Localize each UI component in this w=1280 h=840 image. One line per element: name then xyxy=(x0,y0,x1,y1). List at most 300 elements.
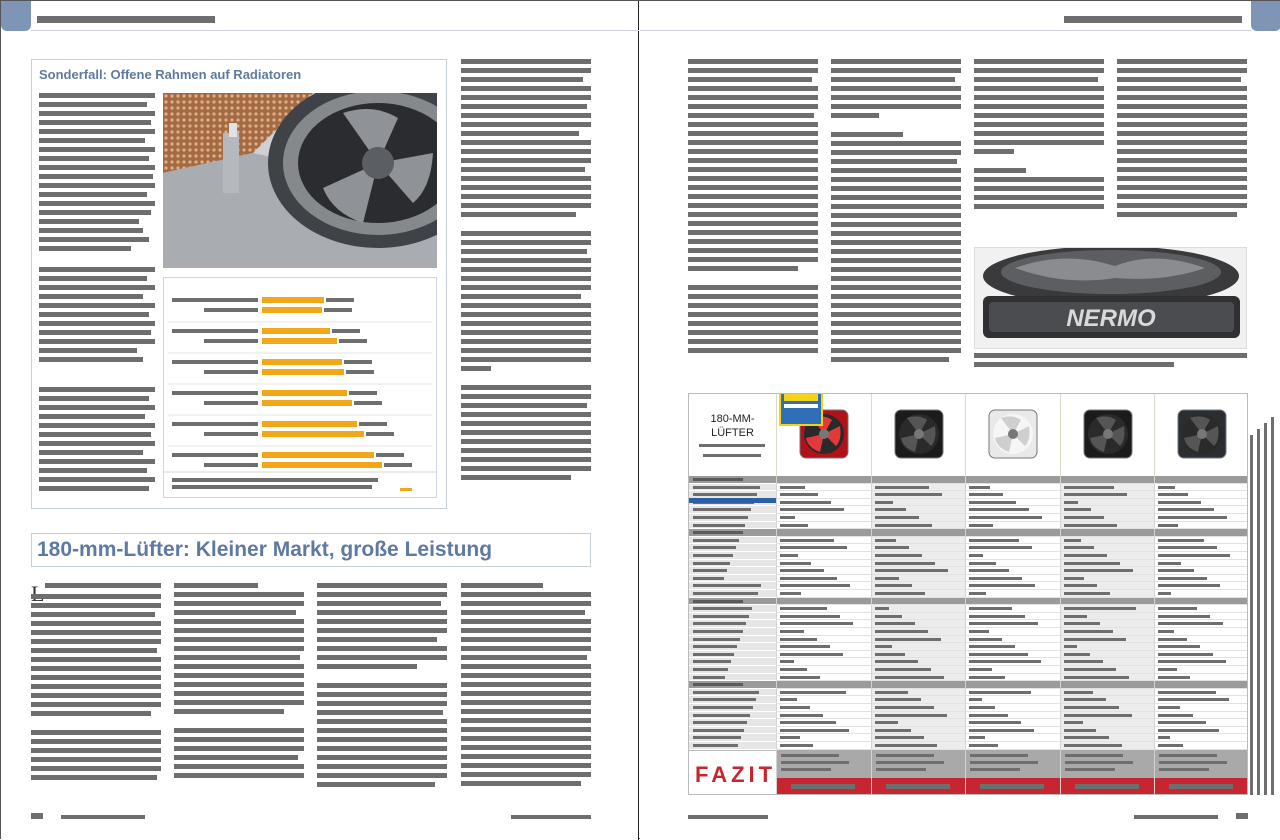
table-cell xyxy=(871,613,966,621)
table-cell xyxy=(1154,628,1248,636)
table-cell xyxy=(965,658,1060,666)
sidebar-text-3 xyxy=(39,387,155,495)
table-cell xyxy=(776,484,871,492)
table-cell xyxy=(776,620,871,628)
table-row-label xyxy=(689,727,776,735)
photo-caption xyxy=(974,353,1247,371)
table-cell xyxy=(1060,696,1155,704)
table-cell xyxy=(965,674,1060,682)
table-row-label xyxy=(689,719,776,727)
chart-bar xyxy=(262,400,352,406)
footer-page-number-left xyxy=(31,813,43,823)
table-cell xyxy=(776,506,871,514)
table-cell xyxy=(1060,651,1155,659)
table-cell xyxy=(965,613,1060,621)
table-section-cell xyxy=(1154,681,1248,689)
table-cell xyxy=(871,651,966,659)
table-cell xyxy=(965,628,1060,636)
table-cell xyxy=(776,537,871,545)
table-cell xyxy=(776,582,871,590)
table-cell xyxy=(776,696,871,704)
chart-value-label xyxy=(332,329,360,333)
table-cell xyxy=(1154,651,1248,659)
table-row-label xyxy=(689,613,776,621)
sidebar-text-2 xyxy=(39,267,155,366)
fazit-cell-product xyxy=(1154,750,1248,795)
chart-bar xyxy=(262,297,324,303)
table-cell xyxy=(871,590,966,598)
table-cell xyxy=(965,491,1060,499)
product-header-cell xyxy=(871,394,966,476)
table-cell xyxy=(965,506,1060,514)
table-cell xyxy=(1154,704,1248,712)
table-cell xyxy=(965,719,1060,727)
chart-category-label xyxy=(172,298,258,302)
fan-brand-text: NERMO xyxy=(1066,305,1156,332)
chart-caption xyxy=(172,485,372,489)
table-cell xyxy=(776,674,871,682)
comparison-table xyxy=(688,393,1248,795)
chart-bar xyxy=(262,431,364,437)
chart-category-label xyxy=(204,308,258,312)
table-cell xyxy=(1154,689,1248,697)
table-cell xyxy=(871,552,966,560)
right-col-1-text xyxy=(688,59,818,357)
table-cell xyxy=(871,628,966,636)
table-cell xyxy=(1154,484,1248,492)
decor-line-4 xyxy=(1271,417,1274,795)
table-section-cell xyxy=(871,681,966,689)
chart-value-label xyxy=(344,360,372,364)
table-cell xyxy=(1060,666,1155,674)
table-cell xyxy=(776,514,871,522)
table-row-label xyxy=(689,522,776,530)
fan-product-icon xyxy=(1078,404,1138,464)
table-cell xyxy=(871,636,966,644)
right-page xyxy=(640,1,1280,840)
table-cell xyxy=(1154,560,1248,568)
article-col-2-text xyxy=(174,583,304,782)
table-cell xyxy=(965,712,1060,720)
table-section-header xyxy=(689,476,776,484)
table-row-label xyxy=(689,514,776,522)
header-running-title xyxy=(37,16,215,27)
chart-value-label xyxy=(326,298,354,302)
table-cell xyxy=(965,643,1060,651)
table-cell xyxy=(1154,575,1248,583)
page-tab-right xyxy=(1251,1,1280,31)
table-row-label xyxy=(689,674,776,682)
table-section-cell xyxy=(1154,476,1248,484)
chart-category-label xyxy=(172,391,258,395)
table-cell xyxy=(871,666,966,674)
table-cell xyxy=(776,666,871,674)
product-header-cell xyxy=(1060,394,1155,476)
table-row-label xyxy=(689,567,776,575)
table-section-cell xyxy=(1060,476,1155,484)
table-row-label xyxy=(689,704,776,712)
table-cell xyxy=(776,560,871,568)
table-section-cell xyxy=(1060,598,1155,606)
table-cell xyxy=(871,499,966,507)
table-cell xyxy=(776,522,871,530)
table-cell xyxy=(871,643,966,651)
table-section-cell xyxy=(871,476,966,484)
table-cell xyxy=(1060,620,1155,628)
table-cell xyxy=(1154,582,1248,590)
table-cell xyxy=(1060,636,1155,644)
table-cell xyxy=(1154,514,1248,522)
table-cell xyxy=(1154,674,1248,682)
chart-value-label xyxy=(346,370,374,374)
table-cell xyxy=(776,742,871,750)
table-cell xyxy=(965,522,1060,530)
table-section-cell xyxy=(871,598,966,606)
table-cell xyxy=(1154,522,1248,530)
bar-chart-svg xyxy=(164,278,436,497)
table-row-label xyxy=(689,742,776,750)
table-row-label xyxy=(689,658,776,666)
chart-value-label xyxy=(354,401,382,405)
table-section-cell xyxy=(871,529,966,537)
sidebar-text-1 xyxy=(39,93,155,255)
table-section-header xyxy=(689,598,776,606)
chart-bar xyxy=(262,421,357,427)
table-cell xyxy=(1060,582,1155,590)
table-cell xyxy=(965,514,1060,522)
chart-bar xyxy=(262,390,347,396)
chart-value-label xyxy=(384,463,412,467)
article-col-1-text xyxy=(31,594,161,784)
table-cell xyxy=(1154,666,1248,674)
chart-bar xyxy=(262,359,342,365)
table-cell xyxy=(776,491,871,499)
table-row-label xyxy=(689,552,776,560)
table-section-cell xyxy=(965,476,1060,484)
chart-bar xyxy=(262,462,382,468)
table-cell xyxy=(776,590,871,598)
table-section-cell xyxy=(1154,598,1248,606)
table-cell xyxy=(871,704,966,712)
table-cell xyxy=(965,484,1060,492)
table-cell xyxy=(776,567,871,575)
table-cell xyxy=(1060,613,1155,621)
table-cell xyxy=(965,696,1060,704)
table-row-label xyxy=(689,636,776,644)
header-rule xyxy=(31,30,639,31)
table-cell xyxy=(1154,544,1248,552)
table-body xyxy=(689,476,1248,752)
table-cell xyxy=(871,567,966,575)
table-row-label xyxy=(689,712,776,720)
fan-product-icon xyxy=(983,404,1043,464)
table-cell xyxy=(1154,491,1248,499)
award-badge xyxy=(779,393,823,426)
table-cell xyxy=(871,689,966,697)
table-cell xyxy=(1060,643,1155,651)
table-cell xyxy=(871,560,966,568)
chart-value-label xyxy=(359,422,387,426)
table-cell xyxy=(1154,658,1248,666)
table-cell xyxy=(965,666,1060,674)
fazit-cell-product xyxy=(871,750,966,795)
table-row-label xyxy=(689,506,776,514)
chart-bar xyxy=(262,307,322,313)
footer-section-left xyxy=(511,815,591,823)
table-section-cell xyxy=(965,529,1060,537)
table-cell xyxy=(965,636,1060,644)
table-cell xyxy=(776,544,871,552)
table-cell xyxy=(965,605,1060,613)
table-cell xyxy=(871,742,966,750)
chart-bar xyxy=(262,369,344,375)
product-header-cell xyxy=(776,394,871,476)
table-cell xyxy=(871,506,966,514)
table-cell xyxy=(1060,491,1155,499)
chart-category-label xyxy=(204,401,258,405)
table-row-label xyxy=(689,651,776,659)
table-row-label xyxy=(689,560,776,568)
table-row-label xyxy=(689,689,776,697)
table-row-label xyxy=(689,734,776,742)
table-cell xyxy=(776,613,871,621)
table-cell xyxy=(1060,719,1155,727)
table-cell xyxy=(776,712,871,720)
table-cell xyxy=(776,552,871,560)
table-cell xyxy=(776,734,871,742)
table-cell xyxy=(776,704,871,712)
chart-category-label xyxy=(172,422,258,426)
left-page xyxy=(1,1,639,840)
table-cell xyxy=(776,605,871,613)
table-cell xyxy=(965,575,1060,583)
footer-title-left xyxy=(61,815,145,823)
table-cell xyxy=(871,537,966,545)
chart-value-label xyxy=(339,339,367,343)
footer-page-number-right xyxy=(1236,813,1248,823)
table-cell xyxy=(776,575,871,583)
table-cell xyxy=(871,658,966,666)
chart-value-label xyxy=(376,453,404,457)
table-row-label xyxy=(689,544,776,552)
table-cell xyxy=(871,712,966,720)
chart-value-label xyxy=(366,432,394,436)
table-cell xyxy=(965,689,1060,697)
table-cell xyxy=(1060,658,1155,666)
table-cell xyxy=(776,499,871,507)
table-cell xyxy=(1060,590,1155,598)
table-cell xyxy=(871,727,966,735)
table-row-label xyxy=(689,590,776,598)
table-section-header xyxy=(689,529,776,537)
table-row-highlight xyxy=(689,498,776,503)
table-cell xyxy=(965,499,1060,507)
decor-line-1 xyxy=(1250,435,1253,795)
table-cell xyxy=(965,727,1060,735)
table-cell xyxy=(1154,499,1248,507)
table-cell xyxy=(776,628,871,636)
table-cell xyxy=(1154,537,1248,545)
table-cell xyxy=(1154,613,1248,621)
table-cell xyxy=(1060,484,1155,492)
table-row-label xyxy=(689,484,776,492)
table-cell xyxy=(1060,567,1155,575)
table-section-cell xyxy=(776,529,871,537)
table-cell xyxy=(871,522,966,530)
table-cell xyxy=(871,734,966,742)
right-col-3-text xyxy=(974,59,1104,213)
table-cell xyxy=(1154,696,1248,704)
table-row-label xyxy=(689,620,776,628)
table-cell xyxy=(871,719,966,727)
table-section-cell xyxy=(1060,681,1155,689)
table-cell xyxy=(871,582,966,590)
table-row-label xyxy=(689,575,776,583)
product-header-cell xyxy=(965,394,1060,476)
table-row-label xyxy=(689,666,776,674)
table-section-cell xyxy=(965,598,1060,606)
fazit-cell-product xyxy=(776,750,871,795)
table-cell xyxy=(1060,704,1155,712)
table-cell xyxy=(1060,727,1155,735)
article-headline: 180-mm-Lüfter: Kleiner Markt, große Leistung xyxy=(37,538,493,561)
chart-category-label xyxy=(204,463,258,467)
table-cell xyxy=(1060,712,1155,720)
chart-caption xyxy=(172,478,378,482)
decor-line-3 xyxy=(1264,423,1267,795)
table-cell xyxy=(1060,514,1155,522)
table-cell xyxy=(871,514,966,522)
table-cell xyxy=(1154,643,1248,651)
table-cell xyxy=(871,544,966,552)
table-cell xyxy=(871,696,966,704)
chart-category-label xyxy=(172,360,258,364)
table-cell xyxy=(965,560,1060,568)
table-cell xyxy=(871,605,966,613)
chart-category-label xyxy=(204,339,258,343)
table-cell xyxy=(1060,499,1155,507)
table-cell xyxy=(1060,734,1155,742)
right-col-2-text xyxy=(831,59,961,366)
left-column-4-text xyxy=(461,59,591,484)
table-cell xyxy=(965,590,1060,598)
table-row-label xyxy=(689,605,776,613)
product-header-cell xyxy=(1154,394,1248,476)
header-rule-right xyxy=(640,30,1251,31)
table-cell xyxy=(965,651,1060,659)
table-section-header xyxy=(689,681,776,689)
table-cell xyxy=(965,620,1060,628)
table-header-label: 180-MM-LÜFTER xyxy=(710,413,755,439)
table-cell xyxy=(871,575,966,583)
table-cell xyxy=(1154,742,1248,750)
table-cell xyxy=(1060,689,1155,697)
table-row-label xyxy=(689,696,776,704)
table-cell xyxy=(776,719,871,727)
table-cell xyxy=(871,620,966,628)
table-cell xyxy=(776,651,871,659)
right-col-4-text xyxy=(1117,59,1247,221)
table-cell xyxy=(1060,537,1155,545)
table-section-cell xyxy=(965,681,1060,689)
chart-category-label xyxy=(204,432,258,436)
table-cell xyxy=(1060,522,1155,530)
table-cell xyxy=(1154,567,1248,575)
table-cell xyxy=(1154,719,1248,727)
table-cell xyxy=(1154,506,1248,514)
radiator-fan-photo xyxy=(163,93,437,268)
chart-bar xyxy=(262,452,374,458)
table-section-cell xyxy=(776,681,871,689)
table-cell xyxy=(1060,552,1155,560)
fan-product-icon xyxy=(1172,404,1232,464)
table-cell xyxy=(965,567,1060,575)
table-cell xyxy=(1154,590,1248,598)
header-running-title-right xyxy=(1064,16,1242,27)
table-cell xyxy=(1154,605,1248,613)
table-cell xyxy=(1060,674,1155,682)
table-cell xyxy=(871,674,966,682)
table-cell xyxy=(965,552,1060,560)
table-row-label xyxy=(689,628,776,636)
chart-bar xyxy=(262,338,337,344)
table-section-cell xyxy=(1060,529,1155,537)
decor-line-2 xyxy=(1257,429,1260,795)
table-cell xyxy=(1060,544,1155,552)
table-cell xyxy=(965,544,1060,552)
table-cell xyxy=(1060,506,1155,514)
article-col-1-lead xyxy=(45,583,161,592)
fan-product-icon xyxy=(889,404,949,464)
table-cell xyxy=(871,484,966,492)
table-cell xyxy=(1060,575,1155,583)
table-cell xyxy=(1154,734,1248,742)
fazit-label: FAZIT xyxy=(695,762,777,787)
nermo-fan-photo xyxy=(974,247,1247,349)
table-cell xyxy=(1060,628,1155,636)
chart-legend-swatch xyxy=(400,488,412,491)
table-cell xyxy=(871,491,966,499)
chart-bar xyxy=(262,328,330,334)
table-cell xyxy=(1154,712,1248,720)
table-section-cell xyxy=(1154,529,1248,537)
table-cell xyxy=(776,658,871,666)
table-cell xyxy=(1154,620,1248,628)
fazit-cell-product xyxy=(965,750,1060,795)
fazit-cell-product xyxy=(1060,750,1155,795)
table-cell xyxy=(1060,605,1155,613)
table-cell xyxy=(776,643,871,651)
table-cell xyxy=(1060,742,1155,750)
table-section-cell xyxy=(776,476,871,484)
table-section-cell xyxy=(776,598,871,606)
table-cell xyxy=(1154,636,1248,644)
table-row-label xyxy=(689,643,776,651)
noise-bar-chart xyxy=(163,277,437,498)
chart-value-label xyxy=(349,391,377,395)
chart-category-label xyxy=(204,370,258,374)
footer-section-right xyxy=(688,815,768,823)
table-cell xyxy=(965,582,1060,590)
chart-value-label xyxy=(324,308,352,312)
table-cell xyxy=(965,704,1060,712)
table-cell xyxy=(1154,727,1248,735)
table-cell xyxy=(1060,560,1155,568)
table-cell xyxy=(965,537,1060,545)
table-header-sub xyxy=(703,454,761,457)
page-tab-left xyxy=(1,1,31,31)
article-col-3-text xyxy=(317,583,447,791)
